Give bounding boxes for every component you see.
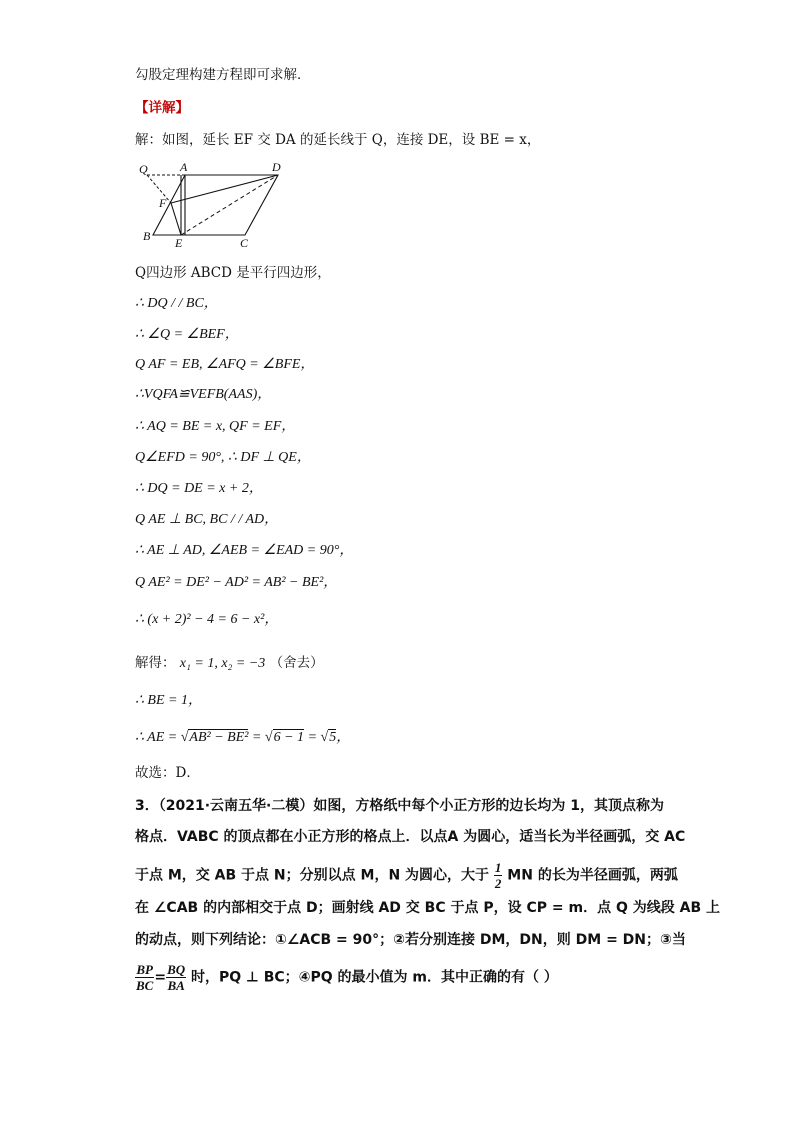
problem-line: 的动点，则下列结论：①∠ACB = 90°；②若分别连接 DM，DN，则 DM = DN；③当 bbox=[135, 932, 686, 948]
step-line: Q四边形 ABCD 是平行四边形， bbox=[135, 265, 331, 281]
fraction-bq-ba bbox=[166, 962, 186, 993]
parallelogram-figure bbox=[135, 158, 295, 252]
fraction-half bbox=[494, 860, 503, 891]
problem-line: 格点．VABC 的顶点都在小正方形的格点上．以点A 为圆心，适当长为半径画弧，交 AC bbox=[135, 829, 686, 845]
fraction-numerator: BP bbox=[136, 962, 153, 977]
step-line: Q AE² = DE² − AD² = AB² − BE²， bbox=[135, 575, 338, 590]
problem-line6-rest: 时，PQ ⊥ BC；④PQ 的最小值为 m．其中正确的有（ ） bbox=[191, 969, 558, 986]
label-b: B bbox=[143, 229, 151, 243]
ae-root-1: AB² − BE² bbox=[189, 730, 249, 745]
problem-line bbox=[135, 962, 558, 993]
intro-line: 勾股定理构建方程即可求解． bbox=[135, 67, 311, 83]
problem-line: 在 ∠CAB 的内部相交于点 D；画射线 AD 交 BC 于点 P，设 CP = m．点 Q 为线段 AB 上 bbox=[135, 900, 720, 916]
problem-line bbox=[135, 860, 678, 891]
label-f: F bbox=[159, 196, 167, 210]
solve-roots: x₁ = 1, x₂ = −3 bbox=[179, 656, 266, 671]
step-line: ∴ ∠Q = ∠BEF， bbox=[135, 327, 239, 342]
ae-root-2: 6 − 1 bbox=[273, 730, 305, 745]
segment-fd bbox=[171, 175, 278, 203]
problem-line3-part2: MN 的长为半径画弧，两弧 bbox=[507, 867, 678, 884]
step-line: Q AE ⊥ BC, BC / / AD， bbox=[135, 512, 279, 527]
solve-prefix: 解得： bbox=[135, 655, 176, 671]
step-line: ∴ AQ = BE = x, QF = EF， bbox=[135, 419, 296, 434]
ae-eq: = bbox=[304, 730, 321, 745]
solution-intro: 解：如图，延长 EF 交 DA 的延长线于 Q，连接 DE，设 BE = x， bbox=[135, 132, 541, 148]
label-q: Q bbox=[139, 162, 148, 176]
solve-line bbox=[135, 654, 324, 673]
ae-line: ∴ AE = √AB² − BE² = √6 − 1 = √5， bbox=[135, 730, 351, 745]
fraction-numerator: 1 bbox=[494, 860, 502, 875]
step-line: ∴VQFA≌VEFB(AAS)， bbox=[135, 387, 272, 402]
ae-root-3: 5 bbox=[329, 730, 337, 745]
fraction-bp-bc bbox=[135, 962, 154, 993]
step-line: Q AF = EB, ∠AFQ = ∠BFE， bbox=[135, 357, 315, 372]
solve-suffix: （舍去） bbox=[269, 655, 324, 671]
answer-line: 故选：D． bbox=[135, 765, 200, 781]
detail-heading: 【详解】 bbox=[135, 100, 189, 116]
segment-de-dashed bbox=[181, 175, 278, 235]
problem-line: 3．（2021·云南五华·二模）如图，方格纸中每个小正方形的边长均为 1，其顶点称为 bbox=[135, 798, 664, 814]
fraction-denominator: BA bbox=[167, 978, 185, 993]
fraction-denominator: BC bbox=[136, 978, 154, 993]
equals-sign: = bbox=[154, 969, 167, 986]
step-line: Q∠EFD = 90°, ∴ DF ⊥ QE， bbox=[135, 450, 311, 465]
fraction-denominator: 2 bbox=[494, 876, 502, 891]
label-a: A bbox=[180, 160, 188, 174]
step-line: ∴ AE ⊥ AD, ∠AEB = ∠EAD = 90°， bbox=[135, 543, 354, 558]
segment-fe bbox=[171, 203, 181, 235]
label-d: D bbox=[272, 160, 281, 174]
step-line: ∴ (x + 2)² − 4 = 6 − x²， bbox=[135, 612, 279, 627]
step-line: ∴ DQ = DE = x + 2， bbox=[135, 481, 263, 496]
ae-end: ， bbox=[336, 730, 351, 745]
ae-lhs: ∴ AE = bbox=[135, 730, 181, 745]
fraction-numerator: BQ bbox=[167, 962, 186, 977]
problem-line3-part1: 于点 M，交 AB 于点 N；分别以点 M，N 为圆心，大于 bbox=[135, 867, 490, 884]
label-e: E bbox=[175, 236, 183, 250]
label-c: C bbox=[240, 236, 249, 250]
be-line: ∴ BE = 1， bbox=[135, 693, 202, 708]
step-line: ∴ DQ / / BC， bbox=[135, 296, 218, 311]
ae-mid: = bbox=[248, 730, 265, 745]
